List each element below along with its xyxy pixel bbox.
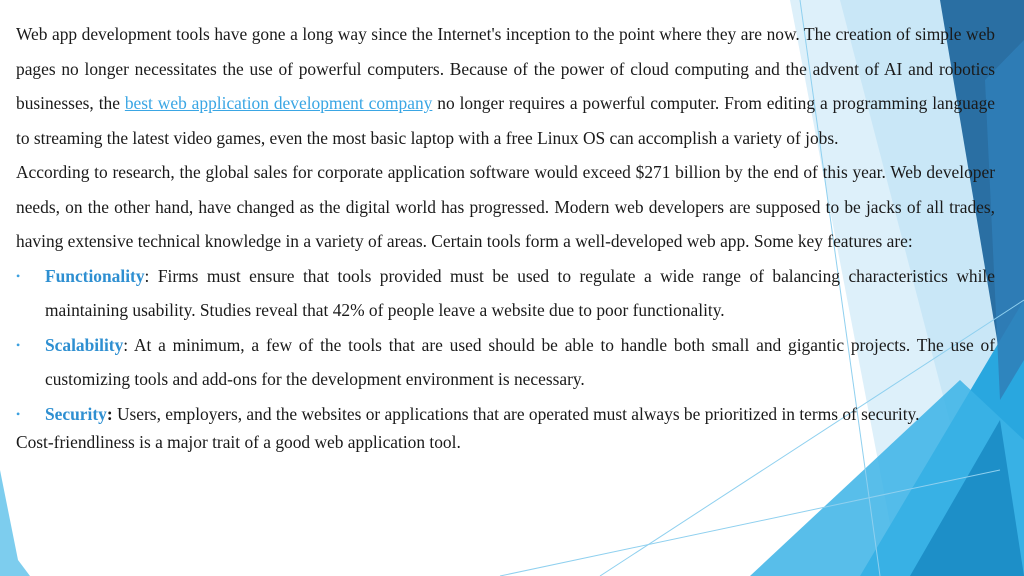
feature-term: Functionality xyxy=(45,265,145,286)
intro-text-before-link: Web app development tools have gone a long way since the Internet's inception to the point where they are now. The creation of simple web pages no longer necessitates the use of powerful computers. Because of the power of cloud computing and the advent of AI and robotics businesses, the xyxy=(16,24,995,113)
feature-description: At a minimum, a few of the tools that are used should be able to handle both small and gigantic projects. The use of customizing tools and add-ons for the development environment is necessary. xyxy=(45,334,995,389)
intro-text-after-link: no longer requires a powerful computer. From editing a programming language to streaming the latest video games, even the most basic laptop with a free Linux OS can accomplish a variety of jobs. xyxy=(16,93,995,148)
bg-shape-left-corner xyxy=(0,470,30,576)
list-item-scalability xyxy=(16,328,995,397)
list-item-security xyxy=(16,397,995,432)
feature-term: Security xyxy=(45,403,107,424)
list-item-functionality xyxy=(16,259,995,328)
feature-colon: : xyxy=(144,265,150,286)
feature-colon: : xyxy=(123,334,129,355)
feature-term: Scalability xyxy=(45,334,124,355)
feature-description: Users, employers, and the websites or applications that are operated must always be prioritized in terms of security. xyxy=(112,403,920,424)
intro-paragraph xyxy=(16,17,995,155)
research-paragraph: According to research, the global sales for corporate application software would exceed $271 billion by the end of this year. Web developer needs, on the other hand, have changed as the digital world has progressed. Modern web developers are supposed to be jacks of all trades, having extensive technical knowledge in a variety of areas. Certain tools form a well-developed web app. Some key features are: xyxy=(16,162,995,251)
bullet-icon: • xyxy=(16,337,21,352)
document-body xyxy=(16,17,995,460)
features-list xyxy=(16,259,995,432)
closing-line: Cost-friendliness is a major trait of a good web application tool. xyxy=(16,432,461,452)
company-link[interactable]: best web application development company xyxy=(124,93,433,113)
feature-description: Firms must ensure that tools provided must be used to regulate a wide range of balancing characteristics while maintaining usability. Studies reveal that 42% of people leave a website due to poor functionality. xyxy=(45,265,995,320)
bullet-icon: • xyxy=(16,268,21,283)
feature-colon: : xyxy=(106,403,113,424)
bullet-icon: • xyxy=(16,406,21,421)
